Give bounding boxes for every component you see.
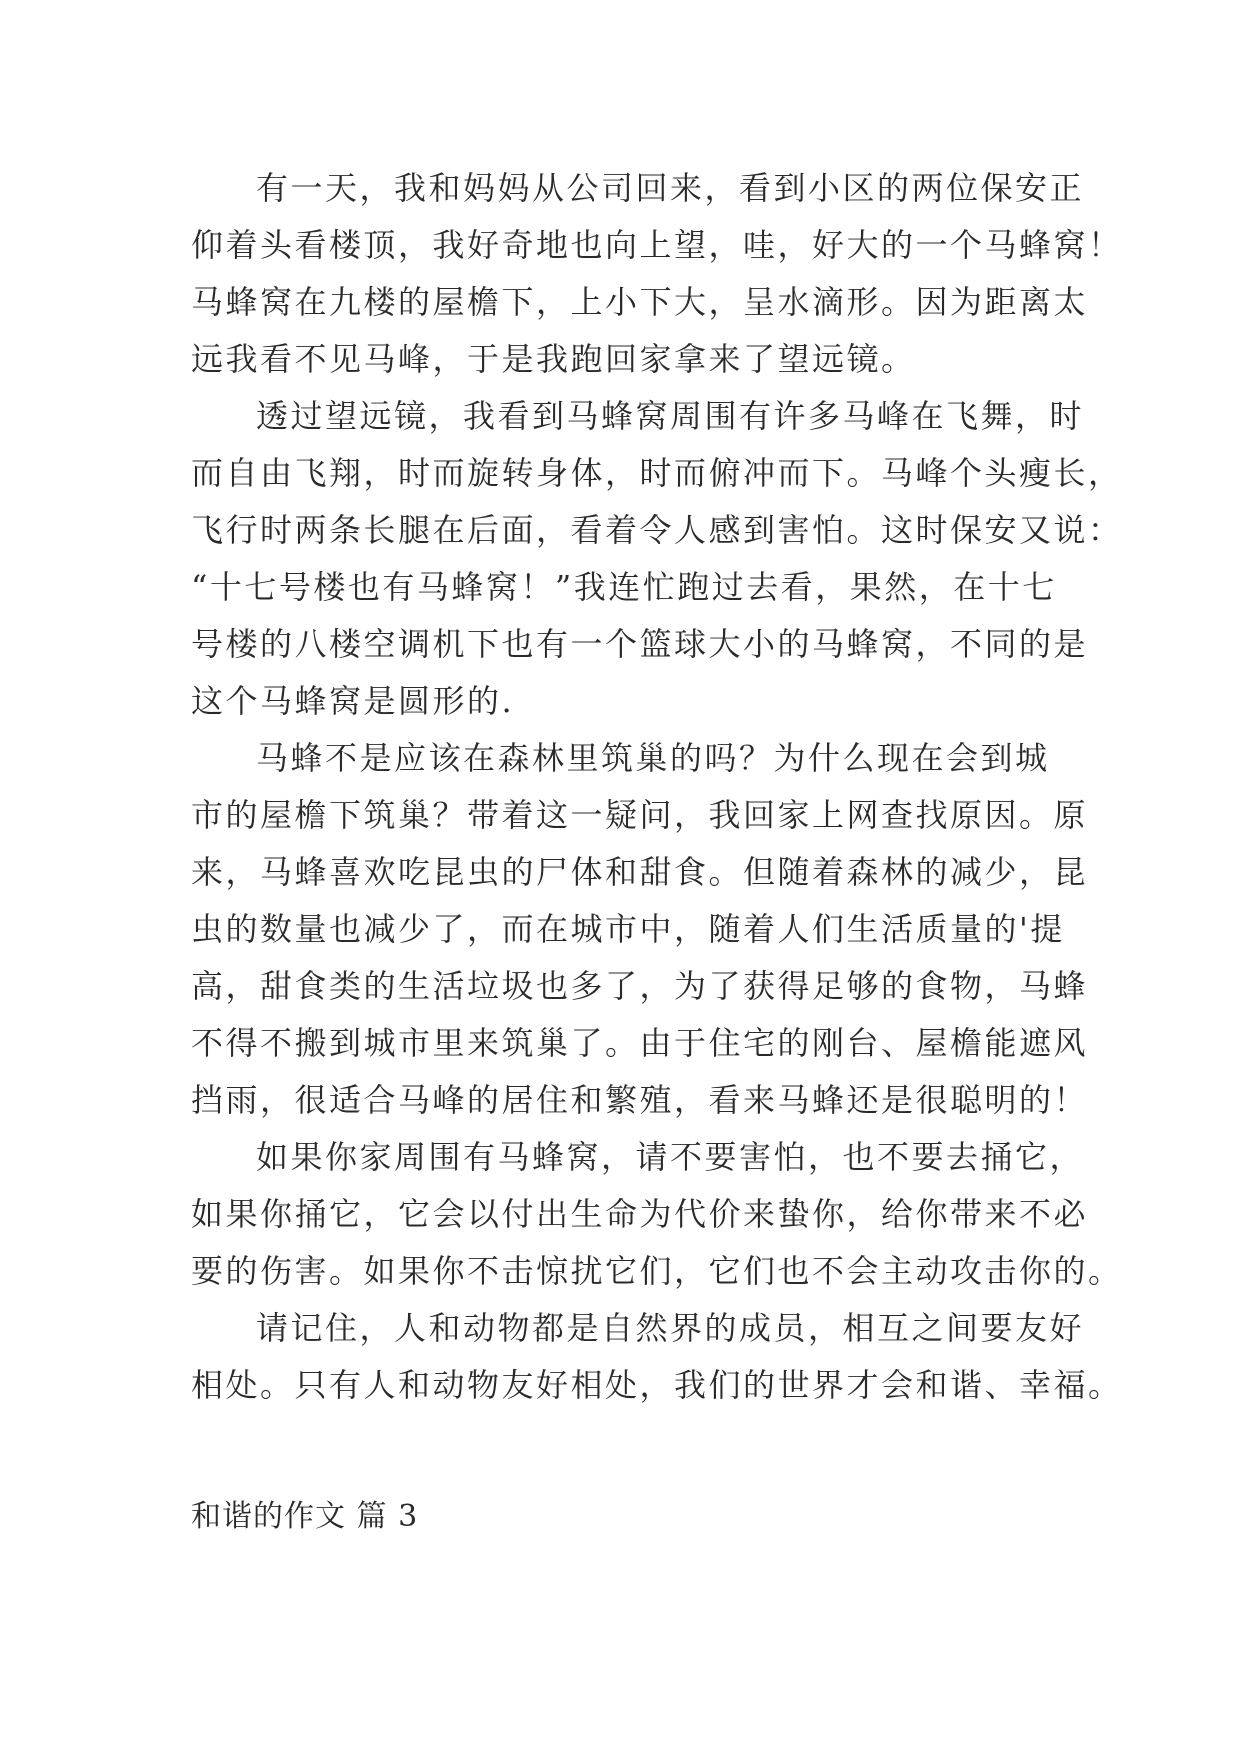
text-line: 有一天，我和妈妈从公司回来，看到小区的两位保安正 <box>256 169 1085 207</box>
text-line: 来，马蜂喜欢吃昆虫的尸体和甜食。但随着森林的减少，昆 <box>191 853 1089 891</box>
text-line: 号楼的八楼空调机下也有一个篮球大小的马蜂窝，不同的是 <box>191 625 1089 663</box>
text-line: 透过望远镜，我看到马蜂窝周围有许多马峰在飞舞，时 <box>256 397 1085 435</box>
text-line: 高，甜食类的生活垃圾也多了，为了获得足够的食物，马蜂 <box>191 967 1089 1005</box>
text-line: 而自由飞翔，时而旋转身体，时而俯冲而下。马峰个头瘦长， <box>191 454 1123 492</box>
text-line: 虫的数量也减少了，而在城市中，随着人们生活质量的'提 <box>191 910 1065 948</box>
text-line: “十七号楼也有马蜂窝！”我连忙跑过去看，果然，在十七 <box>191 568 1057 606</box>
text-line: 马蜂窝在九楼的屋檐下，上小下大，呈水滴形。因为距离太 <box>191 283 1089 321</box>
text-line: 如果你捅它，它会以付出生命为代价来蛰你，给你带来不必 <box>191 1195 1089 1233</box>
text-line: 这个马蜂窝是圆形的. <box>191 682 515 720</box>
text-line: 如果你家周围有马蜂窝，请不要害怕，也不要去捅它， <box>256 1138 1085 1176</box>
text-line: 要的伤害。如果你不击惊扰它们，它们也不会主动攻击你的。 <box>191 1252 1123 1290</box>
text-line: 仰着头看楼顶，我好奇地也向上望，哇，好大的一个马蜂窝！ <box>191 226 1123 264</box>
section-heading: 和谐的作文 篇 3 <box>191 1499 419 1534</box>
text-line: 飞行时两条长腿在后面，看着令人感到害怕。这时保安又说： <box>191 511 1123 549</box>
text-line: 远我看不见马峰，于是我跑回家拿来了望远镜。 <box>191 340 916 378</box>
text-line: 挡雨，很适合马峰的居住和繁殖，看来马蜂还是很聪明的！ <box>191 1081 1089 1119</box>
text-line: 请记住，人和动物都是自然界的成员，相互之间要友好 <box>256 1309 1085 1347</box>
text-line: 不得不搬到城市里来筑巢了。由于住宅的刚台、屋檐能遮风 <box>191 1024 1089 1062</box>
text-line: 马蜂不是应该在森林里筑巢的吗？为什么现在会到城 <box>256 739 1050 777</box>
text-line: 相处。只有人和动物友好相处，我们的世界才会和谐、幸福。 <box>191 1366 1123 1404</box>
text-line: 市的屋檐下筑巢？带着这一疑问，我回家上网查找原因。原 <box>191 796 1089 834</box>
